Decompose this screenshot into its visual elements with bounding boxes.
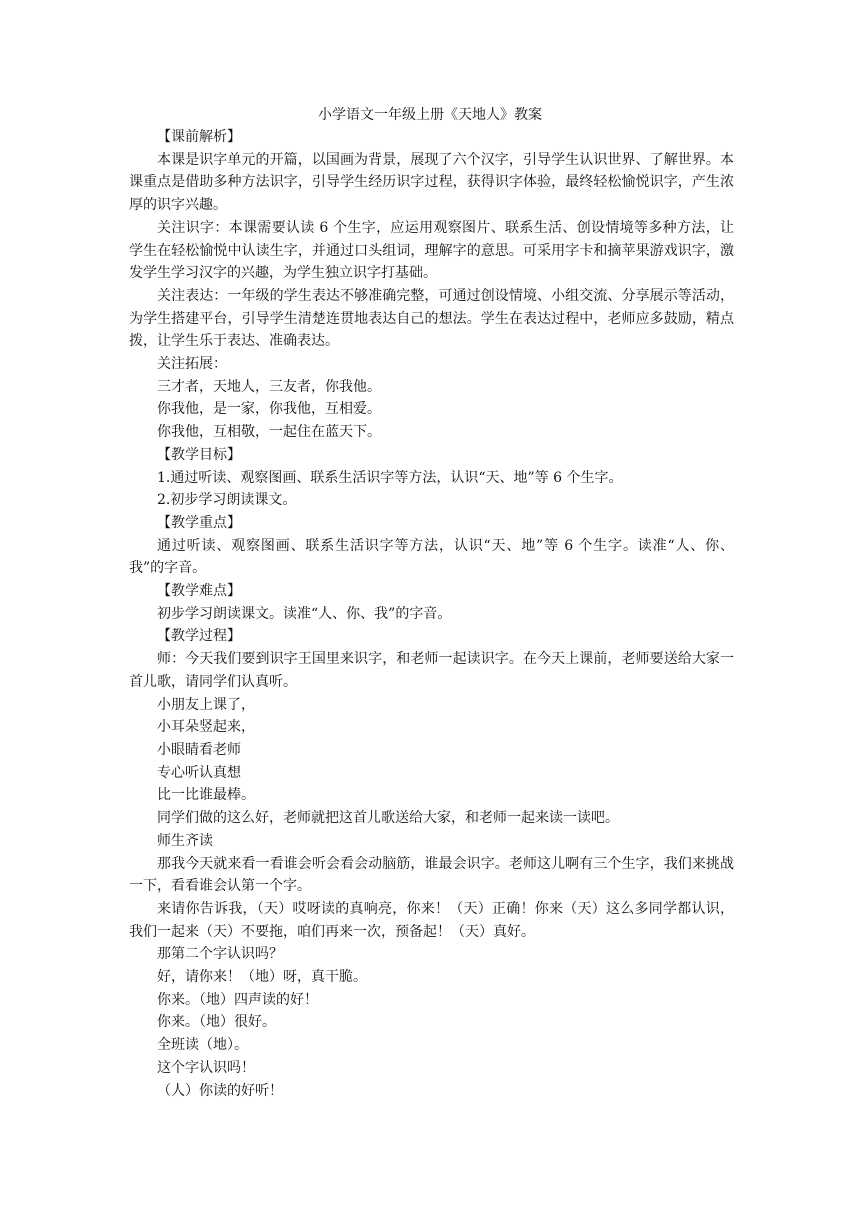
paragraph: 关注识字：本课需要认读 6 个生字，应运用观察图片、联系生活、创设情境等多种方法，让学生在轻松愉悦中认读生字，并通过口头组词，理解字的意思。可采用字卡和摘苹果游戏识字，激发学生学习汉字的兴趣，为学生独立识字打基础。: [129, 219, 734, 282]
paragraph: 初步学习朗读课文。读准“人、你、我”的字音。: [157, 605, 452, 622]
paragraph: 师生齐读: [157, 832, 213, 849]
paragraph: 本课是识字单元的开篇，以国画为背景，展现了六个汉字，引导学生认识世界、了解世界。本课重点是借助多种方法识字，引导学生经历识字过程，获得识字体验，最终轻松愉悦识字，产生浓厚的识字兴趣。: [129, 151, 734, 214]
paragraph: 师：今天我们要到识字王国里来识字，和老师一起读识字。在今天上课前，老师要送给大家一首儿歌，请同学们认真听。: [129, 651, 734, 690]
paragraph: 【教学难点】: [157, 583, 241, 600]
paragraph: 小朋友上课了，: [157, 696, 255, 713]
paragraph: 比一比谁最棒。: [157, 787, 255, 804]
paragraph: 【教学过程】: [157, 628, 241, 645]
paragraph: 2.初步学习朗读课文。: [157, 492, 297, 509]
paragraph: 三才者，天地人，三友者，你我他。: [157, 378, 381, 395]
document-title: 小学语文一年级上册《天地人》教案: [318, 107, 542, 123]
paragraph: 那我今天就来看一看谁会听会看会动脑筋，谁最会识字。老师这儿啊有三个生字，我们来挑战一下，看看谁会认第一个字。: [129, 855, 734, 895]
paragraph: 通过听读、观察图画、联系生活识字等方法，认识“天、地”等 6 个生字。读准“人、你、我”的字音。: [129, 537, 734, 577]
paragraph: 你来。（地）很好。: [157, 1014, 276, 1031]
paragraph: 小眼睛看老师: [157, 741, 241, 758]
document-body: [129, 126, 734, 1102]
paragraph: 你我他，是一家，你我他，互相爱。: [157, 401, 381, 418]
paragraph: 【课前解析】: [157, 129, 241, 145]
paragraph: 那第二个字认识吗？: [157, 946, 283, 963]
paragraph: 关注表达：一年级的学生表达不够准确完整，可通过创设情境、小组交流、分享展示等活动，为学生搭建平台，引导学生清楚连贯地表达自己的想法。学生在表达过程中，老师应多鼓励，精点拨，让学生乐于表达、准确表达。: [129, 287, 734, 350]
paragraph: 同学们做的这么好，老师就把这首儿歌送给大家，和老师一起来读一读吧。: [157, 810, 619, 827]
paragraph: （人）你读的好听！: [157, 1082, 283, 1099]
paragraph: 关注拓展：: [157, 356, 227, 373]
paragraph: 【教学重点】: [157, 514, 241, 531]
paragraph: 专心听认真想: [157, 764, 241, 781]
paragraph: 这个字认识吗！: [157, 1059, 255, 1076]
paragraph: 全班读（地）。: [157, 1037, 248, 1054]
paragraph: 1.通过听读、观察图画、联系生活识字等方法，认识“天、地”等 6 个生字。: [157, 469, 623, 486]
paragraph: 【教学目标】: [157, 446, 241, 463]
paragraph: 来请你告诉我，（天）哎呀读的真响亮，你来！（天）正确！你来（天）这么多同学都认识，我们一起来（天）不要拖，咱们再来一次，预备起！（天）真好。: [129, 900, 734, 940]
paragraph: 小耳朵竖起来，: [157, 719, 255, 736]
paragraph: 你来。（地）四声读的好！: [157, 991, 318, 1008]
paragraph: 好，请你来！（地）呀，真干脆。: [157, 969, 367, 986]
paragraph: 你我他，互相敬，一起住在蓝天下。: [157, 424, 381, 441]
